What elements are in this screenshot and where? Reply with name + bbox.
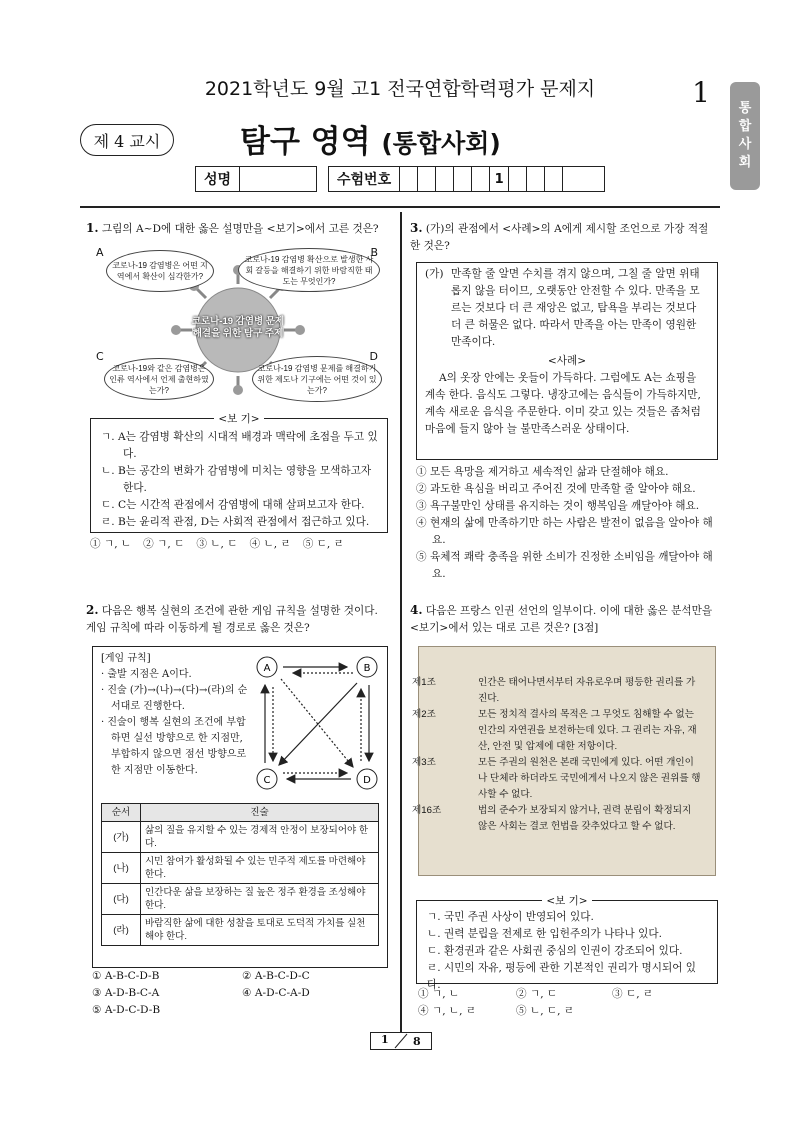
article-text: 모든 주권의 원천은 본래 국민에게 있다. 어떤 개인이나 단체라 하더라도 국민에게서 나오지 않은 권위를 행사할 수 없다. — [478, 757, 701, 800]
area-title — [240, 116, 501, 161]
exam-number-label: 수험번호 — [329, 167, 400, 191]
question-4-number: 4. — [410, 603, 423, 617]
answer-choice[interactable]: ③ 욕구불만인 상태를 유지하는 것이 행복임을 깨달아야 해요. — [416, 500, 700, 512]
node-c-label: C — [263, 775, 271, 786]
bubble-b: 코로나-19 감염병 확산으로 발생한 사회 갈등을 해결하기 위한 바람직한 태도는 무엇인가? — [238, 248, 380, 292]
node-d-label: D — [363, 775, 371, 786]
session-badge: 제 4 교시 — [80, 124, 174, 156]
answer-choice[interactable]: ③ ㄷ, ㄹ — [612, 988, 654, 1000]
bogi-item: ㄷ. C는 시간적 관점에서 감염병에 대해 살펴보고자 한다. — [101, 499, 365, 511]
figure-letter-b: B — [370, 246, 378, 259]
rule-item: · 진술이 행복 실현의 조건에 부합하면 실선 방향으로 한 지점만, 부합하지 않으면 점선 방향으로 한 지점만 이동한다. — [101, 717, 247, 776]
question-4-choices — [418, 986, 718, 1020]
game-rules-text — [101, 651, 251, 779]
area-title-main: 탐구 영역 — [240, 124, 371, 160]
bogi-label: <보 기> — [542, 895, 591, 907]
page-number: 1 — [692, 76, 710, 109]
exam-number-cell[interactable] — [454, 167, 472, 191]
rule-item: · 출발 지점은 A이다. — [101, 669, 192, 680]
passage-label: (가) — [425, 268, 444, 280]
question-2-number: 2. — [86, 603, 99, 617]
side-tab-char: 합 — [738, 119, 752, 134]
row-order: (나) — [102, 853, 141, 884]
article-text: 법의 준수가 보장되지 않거나, 권력 분립이 확정되지 않은 사회는 결코 헌법을 갖추었다고 할 수 없다. — [478, 805, 692, 832]
question-1-choices — [90, 536, 390, 553]
exam-number-cell[interactable] — [400, 167, 418, 191]
answer-choice[interactable]: ① 모든 욕망을 제거하고 세속적인 삶과 단절해야 해요. — [416, 466, 669, 478]
answer-choice[interactable]: ④ 현재의 삶에 만족하기만 하는 사람은 발전이 없음을 알아야 해요. — [416, 517, 713, 546]
answer-choice[interactable]: ① ㄱ, ㄴ — [418, 988, 460, 1000]
answer-choice[interactable]: ② ㄱ, ㄷ — [143, 538, 185, 550]
answer-choice[interactable]: ① A-B-C-D-B — [92, 970, 160, 982]
declaration-parchment — [412, 646, 716, 876]
exam-title: 2021학년도 9월 고1 전국연합학력평가 문제지 — [204, 78, 596, 100]
game-rules-box — [92, 646, 388, 968]
row-text: 삶의 질을 유지할 수 있는 경제적 안정이 보장되어야 한다. — [141, 822, 379, 853]
question-3-number: 3. — [410, 221, 423, 235]
table-header-statement: 진술 — [141, 804, 379, 822]
question-2-choices — [92, 968, 392, 1019]
exam-number-field[interactable] — [328, 166, 605, 192]
name-label: 성명 — [196, 167, 240, 191]
bubble-a: 코로나-19 감염병은 어떤 지역에서 확산이 심각한가? — [106, 250, 214, 292]
exam-number-cell[interactable] — [472, 167, 490, 191]
article — [412, 803, 703, 835]
rule-item: · 진술 (가)→(나)→(다)→(라)의 순서대로 진행한다. — [101, 685, 248, 712]
row-order: (가) — [102, 822, 141, 853]
answer-choice[interactable]: ① ㄱ, ㄴ — [90, 538, 132, 550]
question-4-bogi-box — [416, 895, 718, 991]
header-rule — [80, 206, 720, 208]
question-3-text: (가)의 관점에서 <사례>의 A에게 제시할 조언으로 가장 적절한 것은? — [410, 223, 709, 252]
question-2-text: 다음은 행복 실현의 조건에 관한 게임 규칙을 설명한 것이다. 게임 규칙에 따라 이동하게 될 경로로 옳은 것은? — [86, 605, 378, 634]
case-label: <사례> — [547, 355, 587, 367]
answer-choice[interactable]: ④ ㄴ, ㄹ — [249, 538, 291, 550]
answer-choice[interactable]: ② A-B-C-D-C — [242, 970, 310, 982]
bubble-d: 코로나-19 감염병 문제를 해결하기 위한 제도나 기구에는 어떤 것이 있는가? — [252, 356, 382, 402]
answer-choice[interactable]: ④ ㄱ, ㄴ, ㄹ — [418, 1005, 477, 1017]
bubble-c: 코로나-19와 같은 감염병은 인류 역사에서 언제 출현하였는가? — [104, 358, 214, 400]
question-4-stem — [410, 602, 716, 637]
table-header-order: 순서 — [102, 804, 141, 822]
question-1-number: 1. — [86, 221, 99, 235]
bogi-item: ㄴ. B는 공간의 변화가 감염병에 미치는 영향을 모색하고자 한다. — [101, 465, 372, 494]
exam-number-cell[interactable] — [545, 167, 563, 191]
row-order: (다) — [102, 884, 141, 915]
question-3-stem — [410, 220, 716, 255]
node-b-label: B — [363, 663, 371, 674]
page-indicator — [370, 1032, 432, 1050]
figure-letter-d: D — [369, 350, 378, 363]
total-pages: 8 — [413, 1035, 421, 1048]
name-input[interactable] — [240, 167, 316, 191]
row-text: 바람직한 삶에 대한 성찰을 토대로 도덕적 가치를 실천해야 한다. — [141, 915, 379, 946]
article-number: 제3조 — [412, 757, 436, 768]
table-row — [102, 822, 379, 853]
figure-letter-c: C — [96, 350, 104, 363]
page-indicator-slash — [371, 1033, 431, 1049]
subject-side-tab — [730, 82, 760, 190]
figure-letter-a: A — [96, 246, 104, 259]
statements-table — [101, 803, 379, 946]
table-row — [102, 884, 379, 915]
table-row — [102, 853, 379, 884]
question-3-passage-box — [416, 262, 718, 460]
exam-number-cell[interactable] — [436, 167, 454, 191]
row-order: (라) — [102, 915, 141, 946]
article-text: 인간은 태어나면서부터 자유로우며 평등한 권리를 가진다. — [478, 677, 696, 704]
answer-choice[interactable]: ⑤ 육체적 쾌락 충족을 위한 소비가 진정한 소비임을 깨달아야 해요. — [416, 551, 713, 580]
name-field[interactable] — [195, 166, 317, 192]
article-text: 모든 정치적 결사의 목적은 그 무엇도 침해할 수 없는 인간의 자연권을 보전하는데 있다. 그 권리는 자유, 재산, 안전 및 압제에 대한 저항이다. — [478, 709, 697, 752]
bogi-item: ㄴ. 권력 분립을 전제로 한 입헌주의가 나타나 있다. — [427, 928, 662, 940]
side-tab-char: 통 — [738, 101, 752, 116]
case-text: A의 옷장 안에는 옷들이 가득하다. 그럼에도 A는 쇼핑을 계속 한다. 음식도 그렇다. 냉장고에는 음식들이 가득하지만, 계속 새로운 음식을 주문한다. 이미 갖고 있는 것들은 좀처럼 마음에 들지 않아 늘 불만족스러운 상태이다. — [425, 372, 701, 435]
answer-choice[interactable]: ② 과도한 욕심을 버리고 주어진 것에 만족할 줄 알아야 해요. — [416, 483, 696, 495]
current-page: 1 — [381, 1033, 389, 1046]
question-1-bogi-box — [90, 413, 388, 533]
exam-number-cell[interactable] — [509, 167, 527, 191]
table-row — [102, 915, 379, 946]
column-divider — [400, 212, 402, 1032]
article-number: 제1조 — [412, 677, 436, 688]
question-3-choices — [416, 464, 718, 583]
node-a-label: A — [263, 663, 271, 674]
answer-choice[interactable]: ⑤ A-D-C-D-B — [92, 1004, 161, 1016]
answer-choice[interactable]: ③ A-D-B-C-A — [92, 987, 160, 999]
side-tab-char: 사 — [738, 137, 752, 152]
answer-choice[interactable]: ③ ㄴ, ㄷ — [196, 538, 238, 550]
exam-number-digit: 1 — [490, 167, 509, 191]
row-text: 인간다운 삶을 보장하는 질 높은 정주 환경을 조성해야 한다. — [141, 884, 379, 915]
answer-choice[interactable]: ④ A-D-C-A-D — [242, 987, 310, 999]
bogi-item: ㄹ. 시민의 자유, 평등에 관한 기본적인 권리가 명시되어 있다. — [427, 962, 697, 991]
exam-number-cell[interactable] — [527, 167, 545, 191]
article — [412, 675, 703, 707]
answer-choice[interactable]: ⑤ ㄴ, ㄷ, ㄹ — [516, 1005, 575, 1017]
question-4-text: 다음은 프랑스 인권 선언의 일부이다. 이에 대한 옳은 분석만을 <보기>에서 있는 대로 고른 것은? [3점] — [410, 605, 713, 634]
question-1-figure — [92, 244, 384, 412]
question-1-stem — [86, 220, 386, 238]
path-diagram — [253, 655, 381, 797]
bogi-item: ㄹ. B는 윤리적 관점, D는 사회적 관점에서 접근하고 있다. — [101, 516, 370, 528]
article-number: 제16조 — [412, 805, 442, 816]
answer-choice[interactable]: ② ㄱ, ㄷ — [516, 988, 558, 1000]
article-number: 제2조 — [412, 709, 436, 720]
exam-number-cell[interactable] — [563, 167, 580, 191]
bogi-item: ㄱ. 국민 주권 사상이 반영되어 있다. — [427, 911, 594, 923]
exam-number-cell[interactable] — [418, 167, 436, 191]
row-text: 시민 참여가 활성화될 수 있는 민주적 제도를 마련해야 한다. — [141, 853, 379, 884]
article — [412, 707, 703, 755]
rules-title: [게임 규칙] — [101, 653, 151, 664]
question-1-text: 그림의 A~D에 대한 옳은 설명만을 <보기>에서 고른 것은? — [101, 223, 379, 235]
figure-center-label: 코로나-19 감염병 문제 해결을 위한 탐구 주제 — [191, 316, 285, 339]
bogi-item: ㄷ. 환경권과 같은 사회권 중심의 인권이 강조되어 있다. — [427, 945, 683, 957]
question-2-stem — [86, 602, 390, 637]
bogi-item: ㄱ. A는 감염병 확산의 시대적 배경과 맥락에 초점을 두고 있다. — [101, 431, 378, 460]
article — [412, 755, 703, 803]
bogi-label: <보 기> — [214, 413, 263, 425]
answer-choice[interactable]: ⑤ ㄷ, ㄹ — [302, 538, 344, 550]
passage-text: 만족할 줄 알면 수치를 겪지 않으며, 그칠 줄 알면 위태롭지 않을 터이므, 오랫동안 안전할 수 있다. 만족을 모르는 것보다 더 큰 재앙은 없고, 탐욕을 부리는 것보다 더 큰 허물은 없다. 따라서 만족을 아는 만족이 영원한 만족이다. — [451, 268, 700, 348]
side-tab-char: 회 — [738, 155, 752, 170]
area-title-sub: (통합사회) — [381, 129, 501, 158]
